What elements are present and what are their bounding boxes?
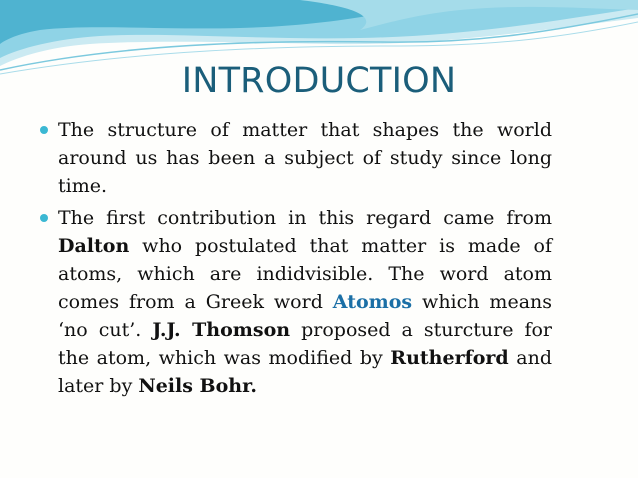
bullet-item — [40, 116, 552, 200]
emphasis-bohr: Neils Bohr. — [138, 375, 257, 397]
circle-bullet-icon — [40, 214, 48, 222]
bullet-item — [40, 204, 552, 400]
bullet-text: The structure of matter that shapes the world around us has been a subject of study since long time. — [58, 119, 552, 197]
bullet-text-segment: proposed a sturcture for the atom, which was modified by — [58, 319, 552, 369]
bullet-list — [40, 116, 552, 404]
bullet-text-segment: who postulated that matter is made of atoms, which are indidvisible. The word atom comes from a Greek word — [58, 235, 552, 313]
emphasis-dalton: Dalton — [58, 235, 130, 257]
emphasis-thomson: J.J. Thomson — [152, 319, 291, 341]
emphasis-rutherford: Rutherford — [390, 347, 509, 369]
bullet-text-segment: The first contribution in this regard came from — [58, 207, 552, 229]
slide-title: INTRODUCTION — [181, 61, 457, 101]
bullet-text-segment: and later by — [58, 347, 552, 397]
highlight-atomos: Atomos — [332, 291, 413, 313]
circle-bullet-icon — [40, 126, 48, 134]
bullet-text-segment: which means ‘no cut’. — [58, 291, 553, 341]
